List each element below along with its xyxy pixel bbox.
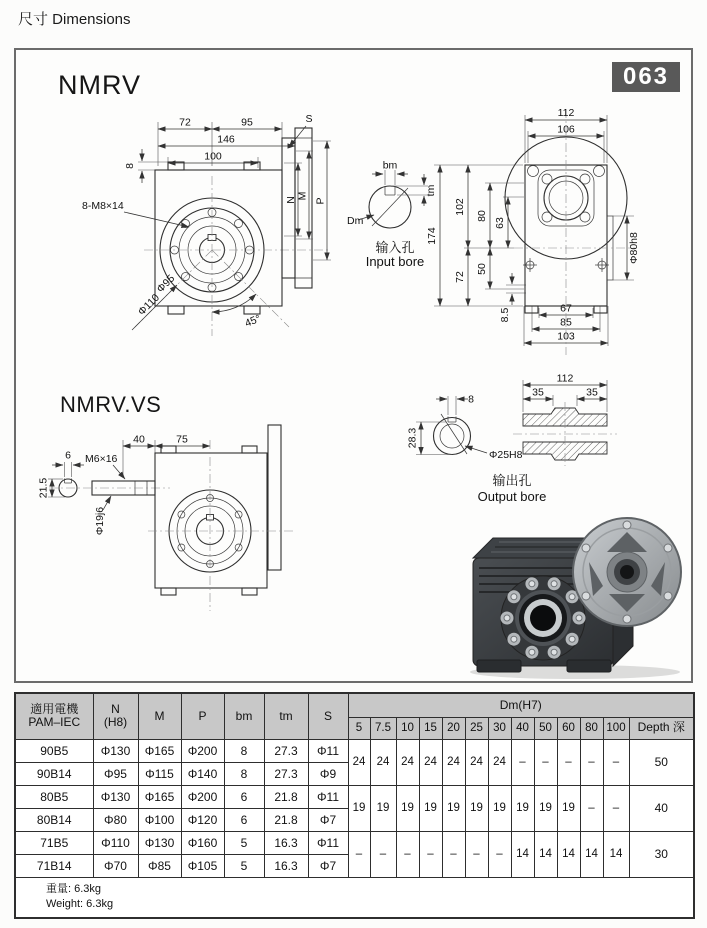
vs-ext-lines: [48, 440, 155, 497]
dm-col-5: 5: [348, 717, 370, 739]
cell-depth: 30: [629, 831, 694, 877]
cell-s: Φ7: [308, 808, 348, 831]
dim-50: 50: [476, 263, 488, 275]
cell-dm: 19: [511, 785, 534, 831]
table-row-80b5: [15, 785, 694, 808]
cell-dm: 24: [396, 739, 419, 785]
cell-dm: 19: [557, 785, 580, 831]
dim-112: 112: [556, 372, 574, 385]
cell-dm: 19: [348, 785, 370, 831]
dm-col-25: 25: [465, 717, 488, 739]
m-label: M: [296, 191, 309, 201]
cell-dm: –: [557, 739, 580, 785]
p-label: P: [314, 197, 327, 205]
dim-8: 8: [468, 393, 474, 406]
cell-dm: 24: [442, 739, 465, 785]
cell-m: Φ115: [138, 762, 181, 785]
motor-flange-side: [282, 128, 312, 288]
weight-note-zh: 重量: 6.3kg: [46, 882, 102, 895]
cell-s: Φ11: [308, 831, 348, 854]
n-label: N: [285, 196, 297, 204]
cell-dm: 24: [419, 739, 442, 785]
dia-110: Φ110: [135, 291, 163, 319]
dia-25h8: Φ25H8: [489, 449, 523, 461]
col-header-bm: bm: [224, 693, 264, 739]
page-title: 尺寸 Dimensions: [18, 11, 131, 28]
dm-col-20: 20: [442, 717, 465, 739]
cell-dm: –: [442, 831, 465, 877]
col-header-m: M: [138, 693, 181, 739]
weight-note-en: Weight: 6.3kg: [46, 898, 114, 911]
cell-tm: 27.3: [264, 739, 308, 762]
col-header-p: P: [181, 693, 224, 739]
dim-67: 67: [560, 302, 572, 315]
nmrv-vs-drawing: [35, 418, 320, 628]
dm-label: Dm: [347, 215, 364, 227]
dim-8-5: 8.5: [499, 307, 511, 323]
col-header-pam-zh: 適用電機: [30, 701, 79, 716]
cell-dm: –: [603, 739, 629, 785]
cell-pam: 90B14: [15, 762, 93, 785]
cell-n: Φ110: [93, 831, 138, 854]
cell-dm: 14: [557, 831, 580, 877]
cell-n: Φ95: [93, 762, 138, 785]
output-bore-circle: [434, 414, 471, 455]
cell-pam: 80B5: [15, 785, 93, 808]
cell-pam: 80B14: [15, 808, 93, 831]
dim-95: 95: [241, 116, 253, 129]
output-bore-caption-zh: 输出孔: [492, 473, 532, 488]
cell-p: Φ200: [181, 785, 224, 808]
dim-103: 103: [557, 330, 575, 343]
cell-p: Φ160: [181, 831, 224, 854]
cell-dm: –: [396, 831, 419, 877]
dm-col-10: 10: [396, 717, 419, 739]
bm-label: bm: [382, 159, 398, 172]
cell-pam: 71B14: [15, 854, 93, 877]
cell-dm: 19: [396, 785, 419, 831]
table-row-90b5: [15, 739, 694, 762]
dim-174: 174: [426, 227, 438, 245]
cell-dm: 14: [511, 831, 534, 877]
dia-19j6: Φ19j6: [94, 506, 106, 536]
dim-102: 102: [454, 198, 466, 216]
cell-bm: 5: [224, 831, 264, 854]
dim-106: 106: [557, 123, 575, 136]
dim-85: 85: [560, 316, 572, 329]
cell-dm: 19: [465, 785, 488, 831]
input-bore-caption-en: Input bore: [365, 254, 425, 269]
dim-100: 100: [204, 150, 222, 163]
cell-p: Φ120: [181, 808, 224, 831]
cell-s: Φ11: [308, 785, 348, 808]
dm-col-50: 50: [534, 717, 557, 739]
dm-col-80: 80: [580, 717, 603, 739]
vs-dim-lines: [52, 446, 210, 510]
model-label-nmrv: NMRV: [58, 70, 142, 100]
dia-80h8: Φ80h8: [628, 232, 640, 264]
cell-n: Φ130: [93, 785, 138, 808]
output-bore-dims: [416, 393, 487, 455]
cell-n: Φ80: [93, 808, 138, 831]
table-row-71b5: [15, 831, 694, 854]
cell-bm: 8: [224, 739, 264, 762]
cell-m: Φ100: [138, 808, 181, 831]
output-hub-section: [513, 380, 617, 466]
cell-p: Φ105: [181, 854, 224, 877]
input-bore-caption-zh: 输入孔: [375, 240, 415, 255]
rear-view-drawing: [420, 103, 705, 361]
dim-146: 146: [217, 133, 235, 146]
cell-tm: 16.3: [264, 854, 308, 877]
dim-35b: 35: [586, 386, 598, 399]
dia-95: Φ95: [154, 272, 178, 296]
cell-n: Φ130: [93, 739, 138, 762]
col-header-s: S: [308, 693, 348, 739]
bolt-note: 8-M8×14: [82, 200, 124, 212]
cell-bm: 8: [224, 762, 264, 785]
cell-dm: –: [419, 831, 442, 877]
cell-bm: 6: [224, 785, 264, 808]
dim-80: 80: [476, 210, 488, 222]
cell-bm: 6: [224, 808, 264, 831]
cell-tm: 16.3: [264, 831, 308, 854]
thread-note: M6×16: [85, 453, 118, 465]
dim-21-5: 21.5: [37, 477, 50, 499]
col-header-tm: tm: [264, 693, 308, 739]
weight-note: [15, 877, 694, 918]
output-face: [501, 576, 586, 660]
cell-pam: 71B5: [15, 831, 93, 854]
col-header-n: [93, 693, 138, 739]
input-bore-shape: [369, 186, 411, 228]
cell-dm: 19: [442, 785, 465, 831]
cell-p: Φ140: [181, 762, 224, 785]
cell-pam: 90B5: [15, 739, 93, 762]
dim-8: 8: [124, 163, 136, 169]
cell-dm: 14: [580, 831, 603, 877]
dim-75: 75: [176, 433, 188, 446]
cell-dm: –: [348, 831, 370, 877]
col-header-pam-en: PAM–IEC: [28, 715, 81, 730]
input-flange: [573, 518, 681, 626]
cell-dm: –: [488, 831, 511, 877]
size-badge: 063: [612, 62, 680, 92]
model-label-nmrv-vs: NMRV.VS: [60, 392, 162, 417]
cell-p: Φ200: [181, 739, 224, 762]
gearbox-photo: [455, 500, 700, 682]
cell-dm: –: [511, 739, 534, 785]
col-header-n1: N: [111, 701, 120, 716]
cell-m: Φ165: [138, 739, 181, 762]
dim-63: 63: [494, 217, 506, 229]
rear-dim-lines: [440, 120, 627, 343]
col-header-pam: [15, 693, 93, 739]
dim-6: 6: [65, 449, 71, 462]
dm-col-60: 60: [557, 717, 580, 739]
cell-s: Φ11: [308, 739, 348, 762]
angle-45: 45°: [243, 312, 263, 330]
cell-m: Φ85: [138, 854, 181, 877]
dm-col-7-5: 7.5: [370, 717, 396, 739]
cell-dm: 19: [370, 785, 396, 831]
col-header-n2: (H8): [103, 715, 128, 730]
dm-col-100: 100: [603, 717, 629, 739]
cell-dm: –: [580, 739, 603, 785]
cell-s: Φ9: [308, 762, 348, 785]
cell-dm: 14: [603, 831, 629, 877]
cell-dm: 24: [370, 739, 396, 785]
dimensions-table: [14, 692, 695, 919]
gearbox-body-front: [135, 162, 330, 336]
cell-bm: 5: [224, 854, 264, 877]
nmrv-front-view-drawing: [80, 108, 340, 348]
col-header-dm-span: Dm(H7): [348, 693, 694, 717]
cell-s: Φ7: [308, 854, 348, 877]
dim-35a: 35: [532, 386, 544, 399]
cell-dm: –: [370, 831, 396, 877]
table-footer-row: [15, 877, 694, 918]
dim-72: 72: [179, 116, 191, 129]
cell-dm: 19: [419, 785, 442, 831]
output-bore-drawing: [405, 368, 667, 510]
cell-dm: 19: [534, 785, 557, 831]
cell-n: Φ70: [93, 854, 138, 877]
cell-dm: –: [465, 831, 488, 877]
dm-col-15: 15: [419, 717, 442, 739]
cell-m: Φ165: [138, 785, 181, 808]
cell-depth: 50: [629, 739, 694, 785]
cell-tm: 21.8: [264, 808, 308, 831]
s-label: S: [305, 113, 313, 125]
vs-body: [148, 425, 293, 611]
cell-dm: 24: [465, 739, 488, 785]
dim-28-3: 28.3: [406, 427, 419, 449]
cell-tm: 27.3: [264, 762, 308, 785]
cell-dm: 24: [488, 739, 511, 785]
cell-dm: –: [603, 785, 629, 831]
cell-dm: 14: [534, 831, 557, 877]
cell-depth: 40: [629, 785, 694, 831]
dim-72: 72: [454, 271, 466, 283]
cell-dm: 19: [488, 785, 511, 831]
dim-40: 40: [133, 433, 145, 446]
cell-dm: –: [580, 785, 603, 831]
cell-tm: 21.8: [264, 785, 308, 808]
dm-col-30: 30: [488, 717, 511, 739]
dim-112: 112: [557, 107, 575, 119]
cell-dm: –: [534, 739, 557, 785]
tm-label: tm: [425, 184, 437, 197]
vs-shaft: [49, 479, 170, 498]
output-bore-caption-en: Output bore: [477, 489, 547, 504]
dm-col-40: 40: [511, 717, 534, 739]
cell-m: Φ130: [138, 831, 181, 854]
col-header-depth: Depth 深: [629, 717, 694, 739]
cell-dm: 24: [348, 739, 370, 785]
